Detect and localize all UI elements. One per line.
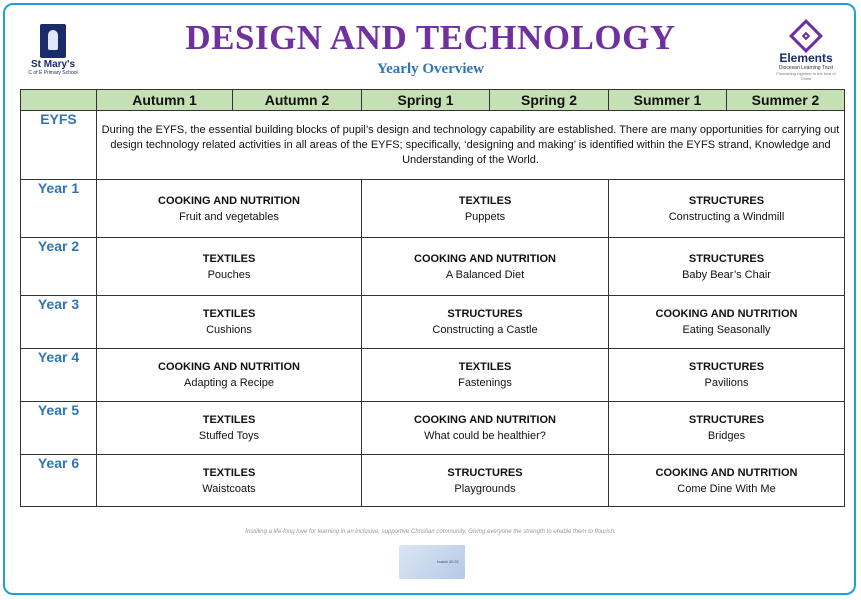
unit-title: TEXTILES: [202, 252, 256, 265]
trust-logo-subtitle: Diocesan Learning Trust: [778, 65, 834, 71]
page-title: DESIGN AND TECHNOLOGY: [185, 18, 676, 57]
unit-cell-summer: [609, 296, 845, 349]
unit-cell-autumn: [97, 180, 362, 238]
unit-title: TEXTILES: [458, 361, 512, 373]
unit-title: COOKING AND NUTRITION: [158, 194, 300, 207]
unit-topic: Pouches: [207, 268, 251, 281]
unit-cell-spring: [362, 180, 609, 238]
yearly-overview-table: [20, 89, 845, 507]
unit-title: STRUCTURES: [447, 308, 523, 320]
year-row: [21, 238, 845, 296]
unit-title: STRUCTURES: [688, 194, 765, 207]
unit-cell-spring: [362, 402, 609, 455]
term-header-summer-2: Summer 2: [727, 90, 845, 111]
eyfs-label: EYFS: [21, 111, 97, 180]
unit-topic: Playgrounds: [454, 482, 516, 495]
year-row: [21, 296, 845, 349]
unit-topic: Constructing a Castle: [432, 324, 538, 336]
footer-verse-badge: [399, 545, 465, 579]
unit-title: TEXTILES: [458, 194, 512, 207]
unit-topic: A Balanced Diet: [445, 268, 525, 281]
year-row: [21, 180, 845, 238]
school-logo-name: St Mary's: [30, 59, 76, 70]
unit-title: TEXTILES: [202, 466, 256, 479]
unit-cell-autumn: [97, 455, 362, 507]
footer-verse: Isaiah 40:31: [437, 559, 459, 564]
eyfs-description: During the EYFS, the essential building blocks of pupil’s design and technology capability are established. There are many opportunities for carrying out design technology related activities in all areas of the EYFS; specifically, ‘designing and making’ is identified within the EYFS strand, Knowledge and Understanding of the World.: [97, 111, 845, 180]
footer-motto: Instilling a life-long love for learning in an inclusive, supportive Christian community. Giving everyone the strength to enable them to flourish.: [245, 529, 616, 535]
unit-topic: Cushions: [206, 324, 252, 336]
unit-cell-summer: [609, 180, 845, 238]
page-subtitle: Yearly Overview: [376, 61, 485, 77]
unit-cell-summer: [609, 349, 845, 402]
unit-title: TEXTILES: [202, 308, 256, 320]
unit-title: TEXTILES: [202, 414, 256, 426]
year-label: Year 4: [21, 349, 97, 402]
unit-cell-autumn: [97, 238, 362, 296]
year-row: [21, 349, 845, 402]
unit-title: COOKING AND NUTRITION: [655, 308, 798, 320]
unit-topic: Bridges: [707, 430, 746, 442]
eyfs-row: [21, 111, 845, 180]
unit-cell-spring: [362, 296, 609, 349]
unit-cell-summer: [609, 455, 845, 507]
year-row: [21, 455, 845, 507]
unit-title: STRUCTURES: [688, 414, 765, 426]
unit-title: STRUCTURES: [447, 466, 523, 479]
unit-topic: Constructing a Windmill: [668, 210, 785, 223]
year-label: Year 5: [21, 402, 97, 455]
unit-title: COOKING AND NUTRITION: [158, 361, 300, 373]
year-label: Year 1: [21, 180, 97, 238]
unit-cell-summer: [609, 402, 845, 455]
unit-title: STRUCTURES: [688, 252, 765, 265]
unit-cell-spring: [362, 238, 609, 296]
unit-topic: Waistcoats: [202, 482, 256, 495]
unit-topic: Pavilions: [704, 377, 749, 389]
school-logo-subtitle: C of E Primary School: [28, 70, 78, 76]
term-header-autumn-2: Autumn 2: [233, 90, 362, 111]
unit-cell-spring: [362, 349, 609, 402]
term-header-summer-1: Summer 1: [609, 90, 727, 111]
unit-title: COOKING AND NUTRITION: [414, 414, 556, 426]
unit-topic: Stuffed Toys: [198, 430, 260, 442]
term-header-row: [21, 90, 845, 111]
unit-cell-autumn: [97, 349, 362, 402]
year-label: Year 3: [21, 296, 97, 349]
unit-topic: Puppets: [464, 210, 506, 223]
trust-logo-name: Elements: [779, 51, 833, 65]
unit-topic: Fastenings: [458, 377, 512, 389]
unit-topic: Baby Bear’s Chair: [682, 268, 771, 281]
year-row: [21, 402, 845, 455]
header-corner-cell: [21, 90, 97, 111]
unit-cell-summer: [609, 238, 845, 296]
unit-cell-spring: [362, 455, 609, 507]
term-header-autumn-1: Autumn 1: [97, 90, 233, 111]
year-label: Year 2: [21, 238, 97, 296]
unit-topic: Come Dine With Me: [677, 482, 776, 495]
unit-cell-autumn: [97, 402, 362, 455]
unit-topic: Fruit and vegetables: [179, 210, 279, 223]
unit-topic: What could be healthier?: [424, 430, 546, 442]
unit-topic: Adapting a Recipe: [184, 377, 274, 389]
trust-logo-tagline: Flourishing together in the love of Christ: [776, 71, 836, 81]
year-label: Year 6: [21, 455, 97, 507]
unit-title: COOKING AND NUTRITION: [655, 466, 798, 479]
unit-cell-autumn: [97, 296, 362, 349]
unit-topic: Eating Seasonally: [682, 324, 771, 336]
unit-title: COOKING AND NUTRITION: [414, 252, 556, 265]
term-header-spring-1: Spring 1: [362, 90, 490, 111]
term-header-spring-2: Spring 2: [490, 90, 609, 111]
unit-title: STRUCTURES: [688, 361, 765, 373]
